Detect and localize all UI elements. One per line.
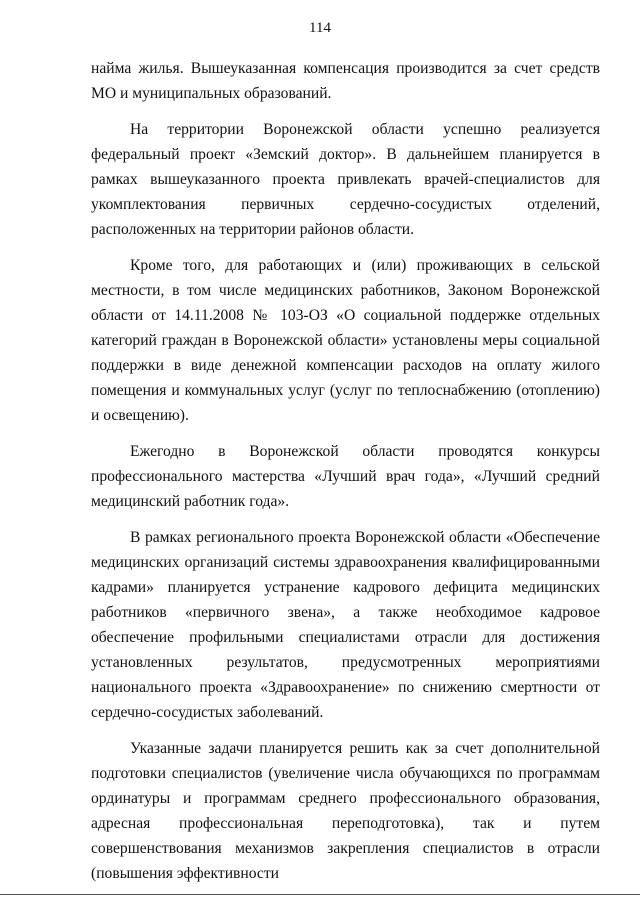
paragraph-social-support-law: Кроме того, для работающих и (или) проживающих в сельской местности, в том числе медицинских работников, Законом Воронежской области от 14.11.2008 № 103-ОЗ «О социальной поддержке отдельных категорий граждан в Воронежской области» установлены меры социальной поддержки в виде денежной компенсации расходов на оплату жилого помещения и коммунальных услуг (услуг по теплоснабжению (отоплению) и освещению). (91, 257, 600, 424)
paragraph-zemsky-doctor: На территории Воронежской области успешно реализуется федеральный проект «Земский доктор». В дальнейшем планируется в рамках вышеуказанного проекта привлекать врачей-специалистов для укомплектования первичных сердечно-сосудистых отделений, расположенных на территории районов области. (91, 121, 600, 238)
document-body (91, 56, 600, 897)
paragraph-tasks: Указанные задачи планируется решить как за счет дополнительной подготовки специалистов (увеличение числа обучающихся по программам ординатуры и программам среднего профессионального образования, адресная профессиональная переподготовка), так и путем совершенствования механизмов закрепления специалистов в отрасли (повышения эффективности (91, 740, 600, 882)
page-bottom-rule (0, 894, 640, 895)
paragraph-housing-compensation: найма жилья. Вышеуказанная компенсация производится за счет средств МО и муниципальных образований. (91, 60, 600, 102)
paragraph-regional-project: В рамках регионального проекта Воронежской области «Обеспечение медицинских организаций системы здравоохранения квалифицированными кадрами» планируется устранение кадрового дефицита медицинских работников «первичного звена», а также необходимое кадровое обеспечение профильными специалистами отрасли для достижения установленных результатов, предусмотренных мероприятиями национального проекта «Здравоохранение» по снижению смертности от сердечно-сосудистых заболеваний. (91, 529, 600, 721)
page-number: 114 (309, 20, 331, 36)
paragraph-contests: Ежегодно в Воронежской области проводятся конкурсы профессионального мастерства «Лучший врач года», «Лучший средний медицинский работник года». (91, 443, 600, 510)
